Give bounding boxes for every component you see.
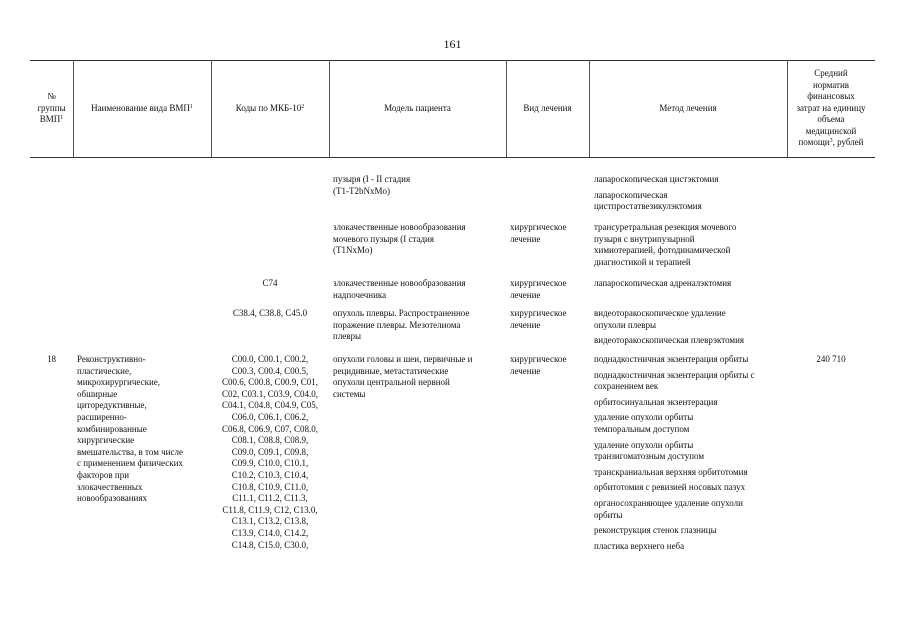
method-item: поднадкостничная экзентерация орбиты xyxy=(594,354,749,364)
treatment-type-cell: хирургическое лечение xyxy=(510,222,567,244)
treatment-method-cell xyxy=(594,354,786,556)
patient-model-cell: злокачественные новообразования надпочечника xyxy=(333,278,466,300)
treatment-method-cell xyxy=(594,174,786,217)
page-number: 161 xyxy=(443,37,462,51)
method-item: удаление опухоли орбиты темпоральным доступом xyxy=(594,412,694,434)
header-vmp-name: Наименование вида ВМП$^1$ xyxy=(91,102,193,113)
vmp-name-cell: Реконструктивно- пластические, микрохирургические, обширные циторедуктивные, расширенно- комбинированные хирургические вмешательства, в том числе с применением физических факторов при злокачественных новообразованиях xyxy=(77,354,183,504)
method-item: трансуретральная резекция мочевого пузыря с внутрипузырной химиотерапией, фотодинамической диагностикой и терапией xyxy=(594,222,737,267)
method-item: реконструкция стенок глазницы xyxy=(594,525,717,536)
header-treatment-type: Вид лечения xyxy=(523,102,572,113)
icd-codes-cell: C74 xyxy=(262,278,278,288)
average-cost-cell: 240 710 xyxy=(816,354,846,364)
patient-model-cell: пузыря (I - II стадия (T1-T2bNxMo) xyxy=(333,174,411,196)
group-number-cell: 18 xyxy=(47,354,56,364)
treatment-type-cell: хирургическое лечение xyxy=(510,308,567,330)
method-item: видеоторакоскопическое удаление опухоли плевры xyxy=(594,308,726,330)
icd-codes-cell: C38.4, C38.8, C45.0 xyxy=(232,308,308,318)
method-item: лапароскопическая адреналэктомия xyxy=(594,278,732,288)
method-item: транскраниальная верхняя орбитотомия xyxy=(594,466,748,477)
patient-model-cell: опухоли головы и шеи, первичные и рецидивные, метастатические опухоли центральной нервной системы xyxy=(333,354,473,399)
treatment-type-cell: хирургическое лечение xyxy=(510,278,567,300)
header-treatment-method: Метод лечения xyxy=(659,102,717,113)
method-item: видеоторакоскопическая плеврэктомия xyxy=(594,335,745,346)
treatment-method-cell xyxy=(594,222,786,272)
method-item: лапароскопическая цистэктомия xyxy=(594,174,719,184)
header-patient-model: Модель пациента xyxy=(384,102,451,113)
treatment-type-cell: хирургическое лечение xyxy=(510,354,567,376)
method-item: удаление опухоли орбиты транзигоматозным доступом xyxy=(594,439,705,462)
method-item: поднадкостничная экзентерация орбиты с сохранением век xyxy=(594,369,755,392)
method-item: органосохраняющее удаление опухоли орбиты xyxy=(594,497,743,520)
icd-codes-cell: C00.0, C00.1, C00.2, C00.3, C00.4, C00.5, C00.6, C00.8, C00.9, C01, C02, C03.1, C03.9, C04.0, C04.1, C04.8, C04.9, C05, C06.0, C06.1, C06.2, C06.8, C06.9, C07, C08.0, C08.1, C08.8, C08.9, C09.0, C09.1, C09.8, C09.9, C10.0, C10.1, C10.2, C10.3, C10.4, C10.8, C10.9, C11.0, C11.1, C11.2, C11.3, C11.8, C11.9, C12, C13.0, C13.1, C13.2, C13.8, C13.9, C14.0, C14.2, C14.8, C15.0, C30.0, xyxy=(221,354,318,550)
method-item: пластика верхнего неба xyxy=(594,540,685,551)
treatment-method-cell xyxy=(594,278,786,294)
method-item: орбитосинуальная экзентерация xyxy=(594,396,718,407)
header-bottom-border xyxy=(30,157,875,158)
header-icd-codes: Коды по МКБ-$10^2$ xyxy=(235,102,305,113)
method-item: орбитотомия с ревизией носовых пазух xyxy=(594,482,746,493)
patient-model-cell: злокачественные новообразования мочевого пузыря (I стадия (T1NxMo) xyxy=(333,222,466,256)
patient-model-cell: опухоль плевры. Распространенное поражение плевры. Мезотелиома плевры xyxy=(333,308,470,342)
header-average-cost: Средний норматив финансовых затрат на единицу объема медицинской помощи$^3$, рублей xyxy=(796,68,866,148)
treatment-method-cell xyxy=(594,308,786,351)
method-item: лапароскопическая цистпростатвезикулэктомия xyxy=(594,189,702,212)
header-group-number: № группы ВМП$^1$ xyxy=(37,91,66,125)
